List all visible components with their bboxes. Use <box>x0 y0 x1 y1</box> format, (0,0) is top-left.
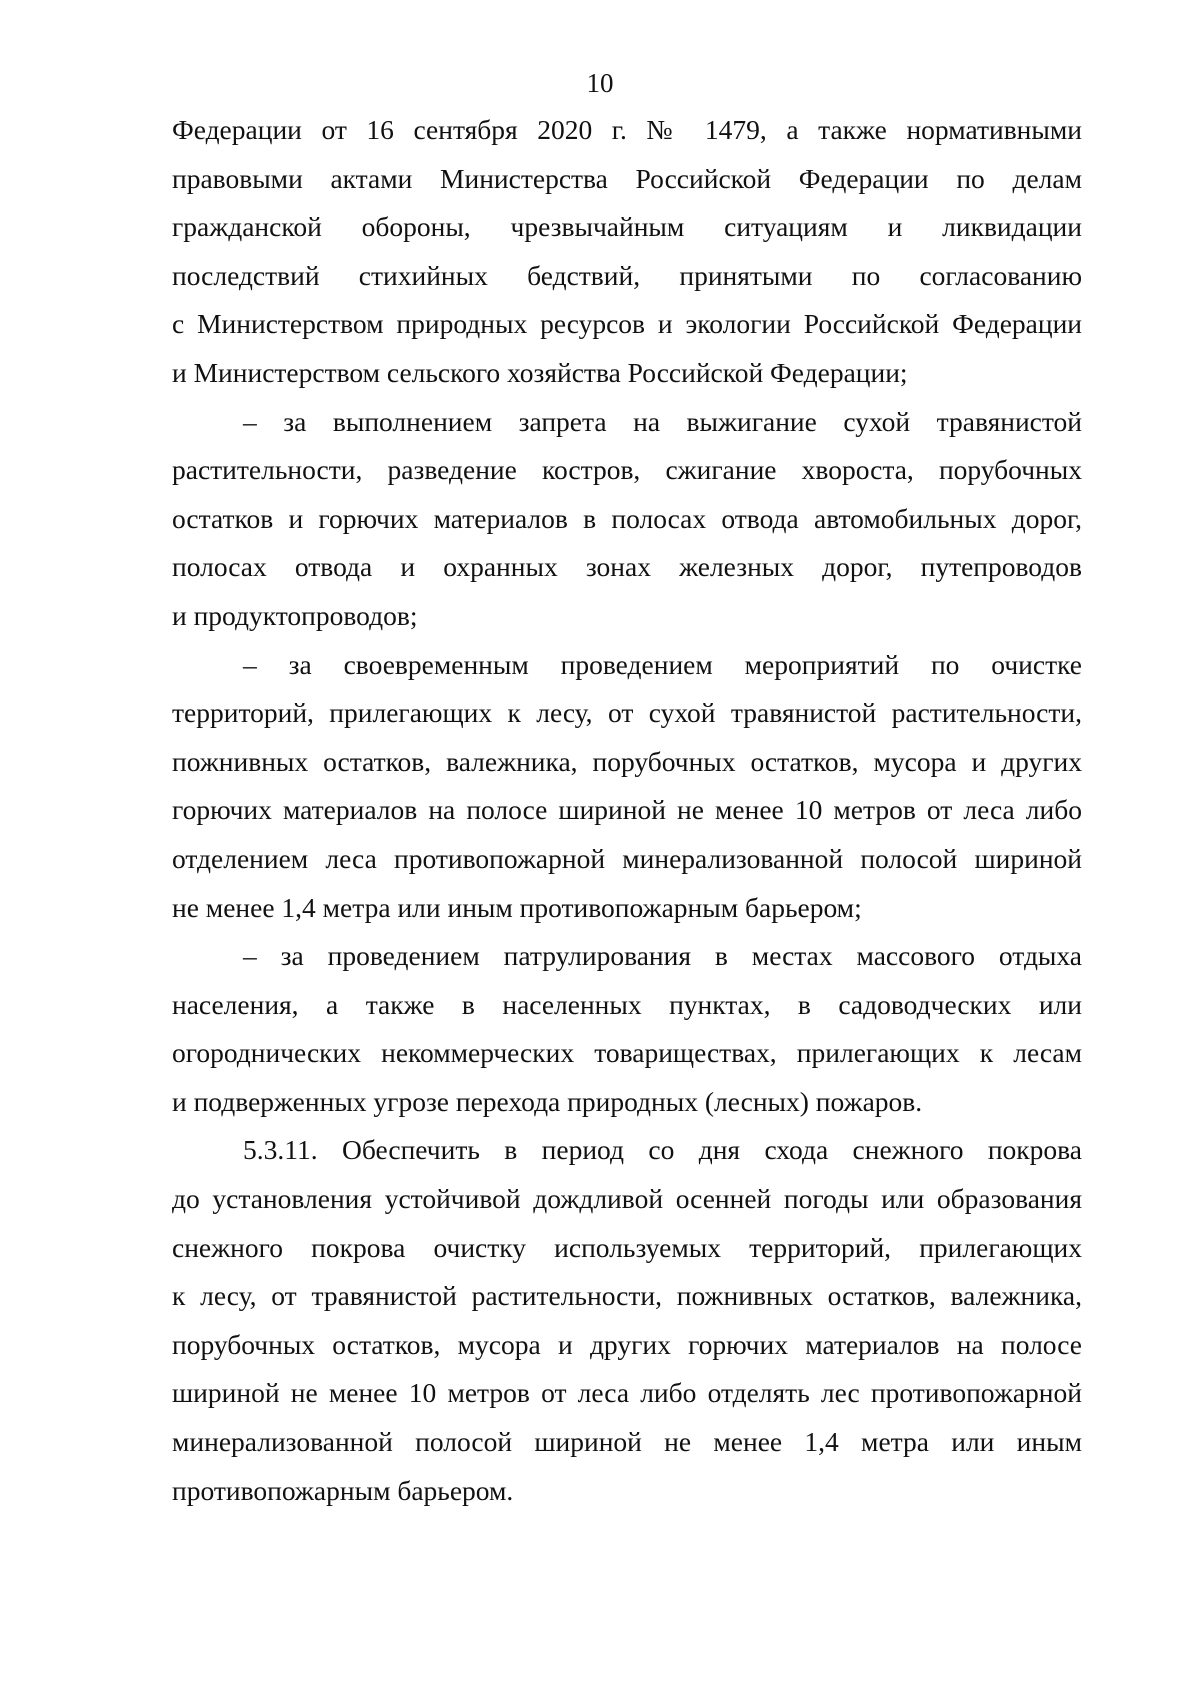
text-line: не менее 1,4 метра или иным противопожарным барьером; <box>172 891 862 923</box>
text-line: и Министерством сельского хозяйства Российской Федерации; <box>172 356 908 388</box>
text-line: до установления устойчивой дождливой осенней погоды или образования <box>172 1183 1082 1215</box>
text-line: полосах отвода и охранных зонах железных дорог, путепроводов <box>172 551 1082 583</box>
text-line: – за своевременным проведением мероприятий по очистке <box>243 648 1082 680</box>
paragraph-patrol <box>172 932 1082 1126</box>
text-line: и подверженных угрозе перехода природных (лесных) пожаров. <box>172 1085 923 1117</box>
text-line: противопожарным барьером. <box>172 1474 514 1506</box>
text-line: гражданской обороны, чрезвычайным ситуациям и ликвидации <box>172 211 1082 243</box>
text-line: – за выполнением запрета на выжигание сухой травянистой <box>243 405 1082 437</box>
text-line: Федерации от 16 сентября 2020 г. № 1479, а также нормативными <box>172 114 1082 145</box>
text-line: 5.3.11. Обеспечить в период со дня схода снежного покрова <box>243 1134 1082 1166</box>
text-line: правовыми актами Министерства Российской Федерации по делам <box>172 162 1082 194</box>
text-line: снежного покрова очистку используемых территорий, прилегающих <box>172 1231 1082 1263</box>
paragraph-5-3-11 <box>172 1126 1082 1515</box>
text-line: с Министерством природных ресурсов и экологии Российской Федерации <box>172 308 1082 340</box>
text-line: порубочных остатков, мусора и других горючих материалов на полосе <box>172 1328 1082 1360</box>
text-line: остатков и горючих материалов в полосах отвода автомобильных дорог, <box>172 502 1082 534</box>
text-line: – за проведением патрулирования в местах массового отдыха <box>243 940 1082 972</box>
text-line: территорий, прилегающих к лесу, от сухой травянистой растительности, <box>172 697 1082 729</box>
text-line: последствий стихийных бедствий, принятыми по согласованию <box>172 259 1082 291</box>
text-line: и продуктопроводов; <box>172 599 418 631</box>
text-line: к лесу, от травянистой растительности, пожнивных остатков, валежника, <box>172 1280 1082 1312</box>
text-line: горючих материалов на полосе шириной не менее 10 метров от леса либо <box>172 794 1082 826</box>
text-line: отделением леса противопожарной минерализованной полосой шириной <box>172 842 1082 874</box>
text-line: огороднических некоммерческих товариществах, прилегающих к лесам <box>172 1037 1082 1069</box>
text-line: населения, а также в населенных пунктах, в садоводческих или <box>172 988 1082 1020</box>
paragraph-clearing <box>172 641 1082 933</box>
text-line: растительности, разведение костров, сжигание хвороста, порубочных <box>172 454 1082 486</box>
text-line: шириной не менее 10 метров от леса либо отделять лес противопожарной <box>172 1377 1082 1409</box>
page-number: 10 <box>586 68 614 98</box>
paragraph-intro-continuation <box>172 106 1082 398</box>
paragraph-burning-ban <box>172 398 1082 641</box>
text-line: пожнивных остатков, валежника, порубочных остатков, мусора и других <box>172 745 1082 777</box>
document-body <box>172 106 1082 1515</box>
text-line: минерализованной полосой шириной не менее 1,4 метра или иным <box>172 1426 1082 1458</box>
